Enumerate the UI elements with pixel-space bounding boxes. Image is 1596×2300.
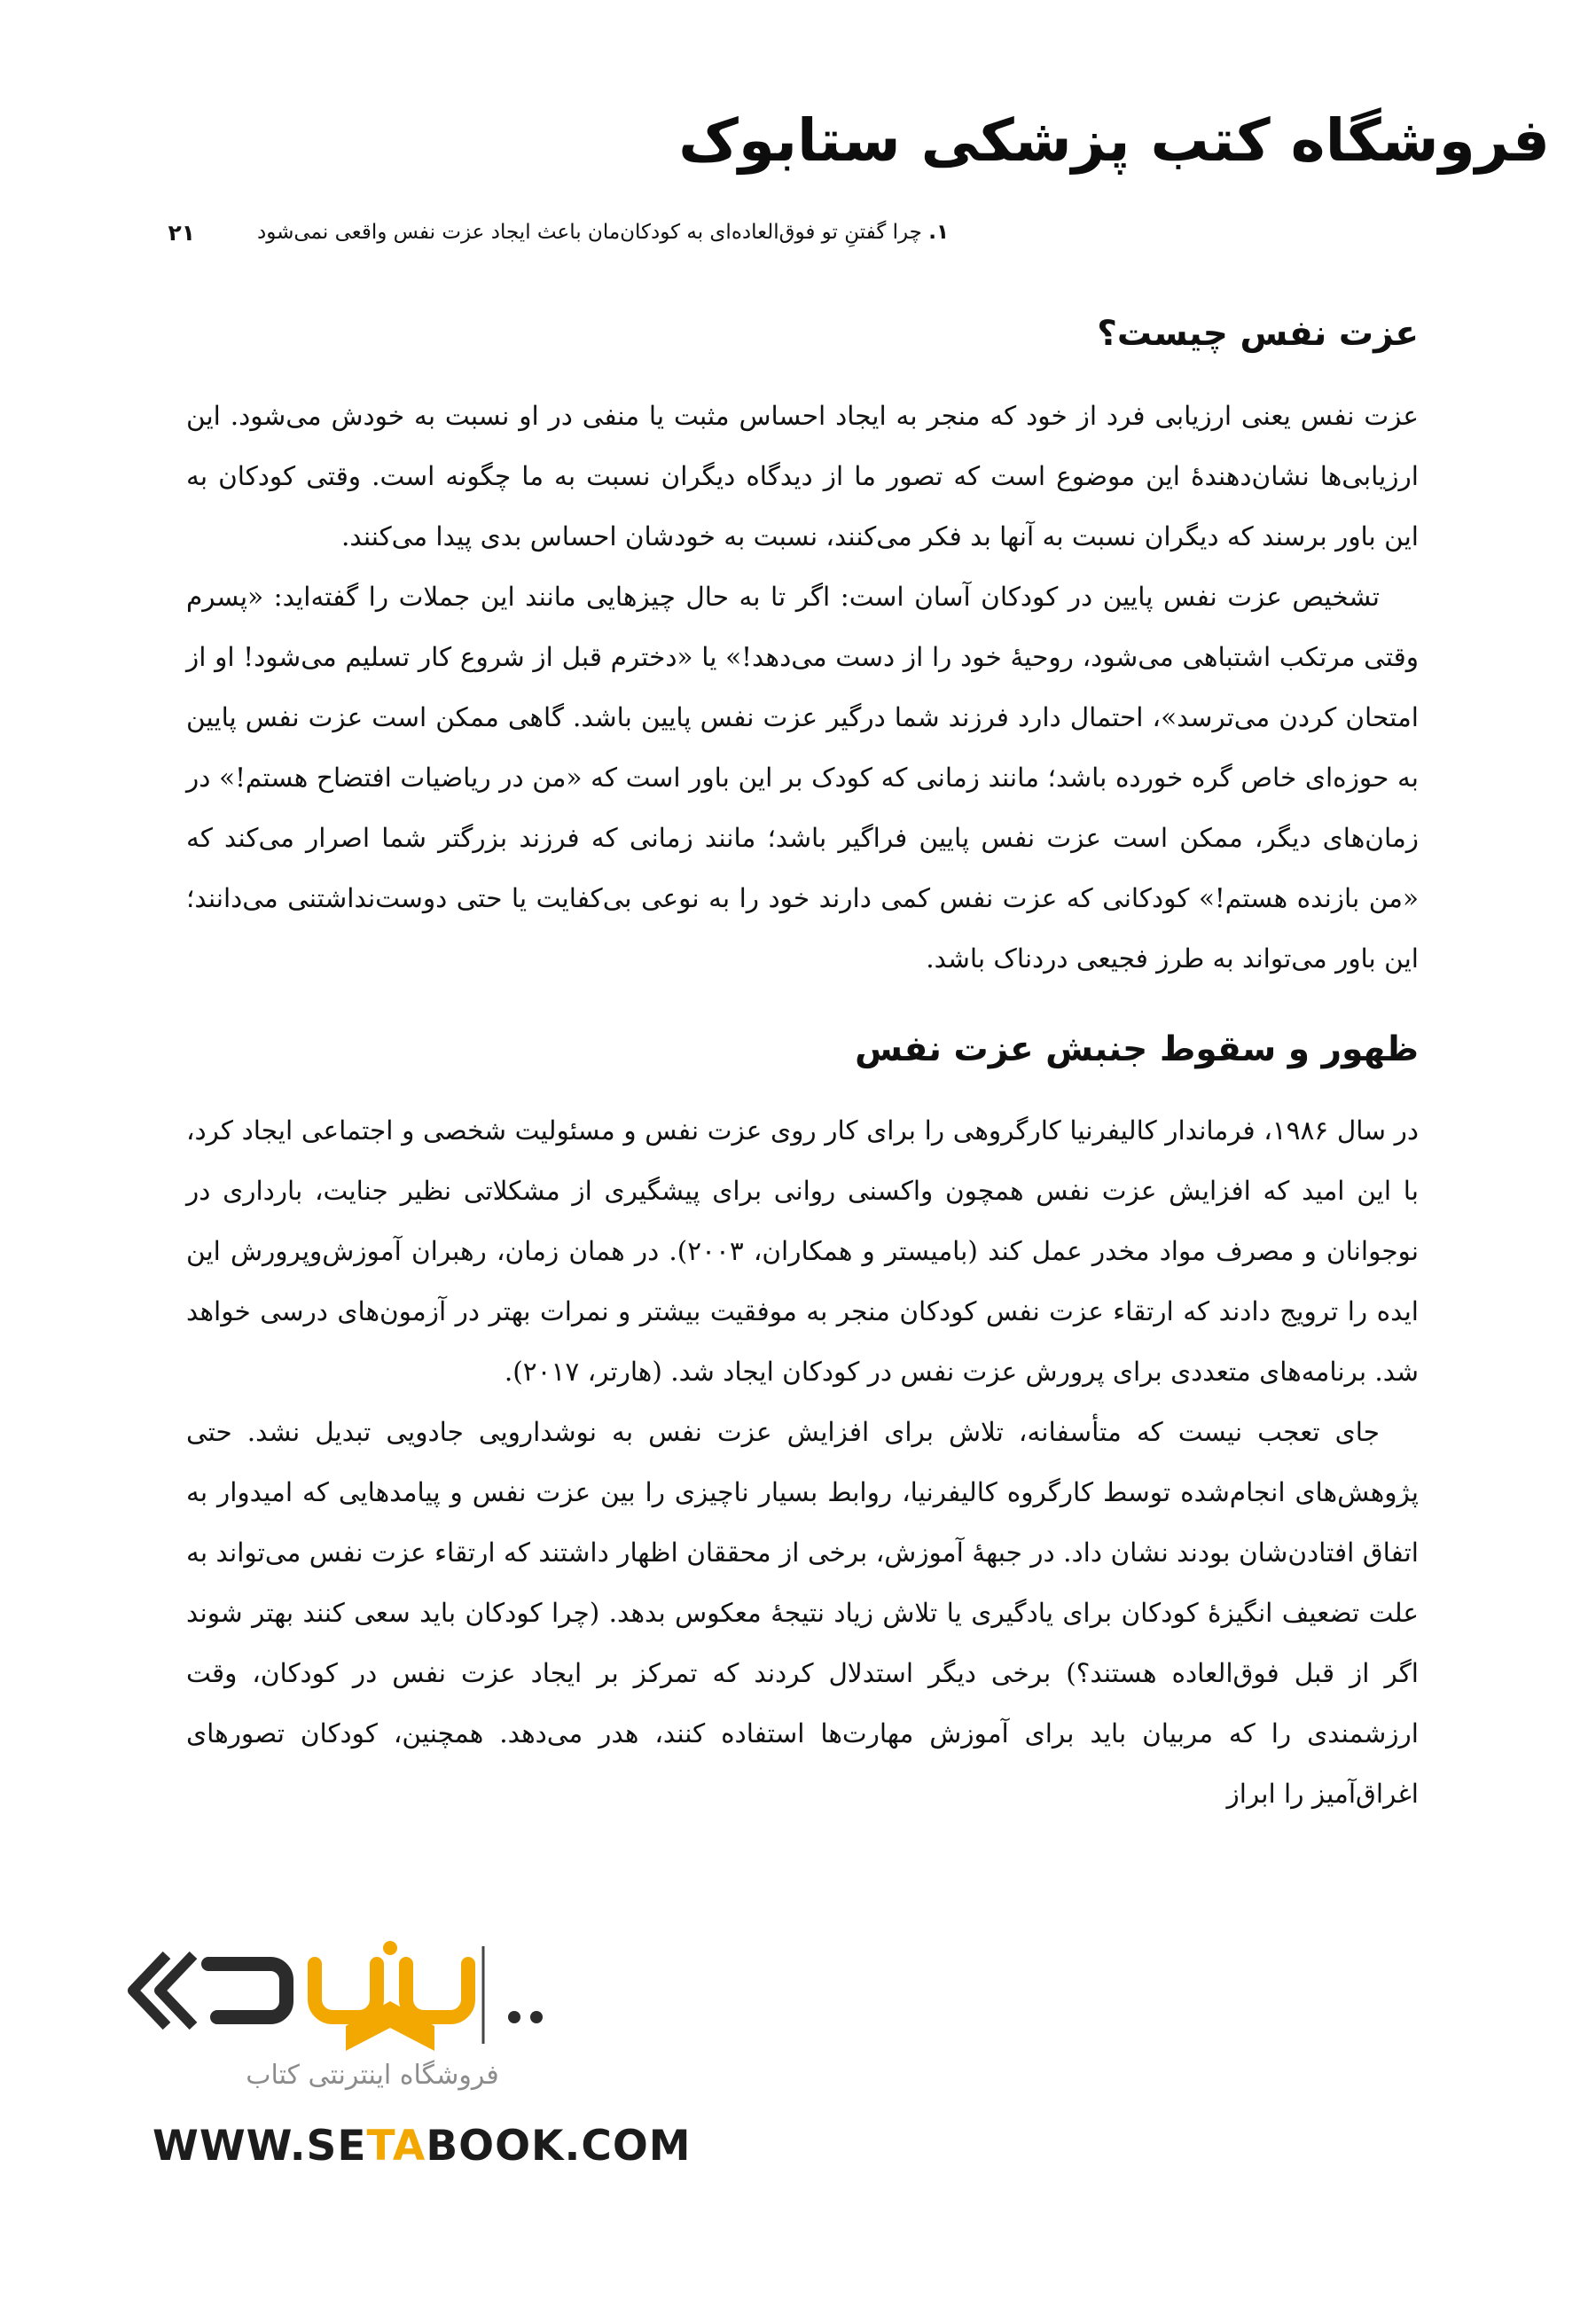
paragraph: تشخیص عزت نفس پایین در کودکان آسان است: اگر تا به حال چیزهایی مانند این جملات را گفته‌اید: «پسرم وقتی مرتکب اشتباهی می‌شود، روحیهٔ خود را از دست می‌دهد!» یا «دخترم قبل از شروع کار تسلیم می‌شود! او از امتحان کردن می‌ترسد»، احتمال دارد فرزند شما درگیر عزت نفس پایین باشد. گاهی ممکن است عزت نفس پایین به حوزه‌ای خاص گره خورده باشد؛ مانند زمانی که کودک بر این باور است که «من در ریاضیات افتضاح هستم!» در زمان‌های دیگر، ممکن است عزت نفس پایین فراگیر باشد؛ مانند زمانی که فرزند بزرگتر شما اصرار می‌کند که «من بازنده هستم!» کودکانی که عزت نفس کمی دارند خود را به نوعی بی‌کفایت یا حتی دوست‌نداشتنی می‌دانند؛ این باور می‌تواند به طرز فجیعی دردناک باشد. xyxy=(186,581,1419,974)
setabook-logo xyxy=(124,1937,700,2186)
paragraph: در سال ۱۹۸۶، فرماندار کالیفرنیا کارگروهی را برای کار روی عزت نفس و مسئولیت شخصی و اجتماعی ایجاد کرد، با این امید که افزایش عزت نفس همچون واکسنی روانی برای پیشگیری از مشکلاتی نظیر جنایت، بارداری در نوجوانان و مصرف مواد مخدر عمل کند (بامیستر و همکاران، ۲۰۰۳). در همان زمان، رهبران آموزش‌وپرورش این ایده را ترویج دادند که ارتقاء عزت نفس کودکان منجر به موفقیت بیشتر و نمرات بهتر در آزمون‌های درسی خواهد شد. برنامه‌های متعددی برای پرورش عزت نفس در کودکان ایجاد شد. (هارتر، ۲۰۱۷). xyxy=(186,1115,1420,1388)
watermark-title: فروشگاه کتب پزشکی ستابوک xyxy=(678,106,1550,175)
paragraph: جای تعجب نیست که متأسفانه، تلاش برای افزایش عزت نفس به نوشدارویی جادویی تبدیل نشد. حتی پژوهش‌های انجام‌شده توسط کارگروه کالیفرنیا، روابط بسیار ناچیزی را بین عزت نفس و پیامدهایی که امیدوار به اتفاق افتادن‌شان بودند نشان داد. در جبههٔ آموزش، برخی از محققان اظهار داشتند که ارتقاء عزت نفس می‌تواند به علت تضعیف انگیزهٔ کودکان برای یادگیری یا تلاش زیاد نتیجهٔ معکوس بدهد. (چرا کودکان باید سعی کنند بهتر شوند اگر از قبل فوق‌العاده هستند؟) برخی دیگر استدلال کردند که تمرکز بر ایجاد عزت نفس در کودکان، وقت ارزشمندی را که مربیان باید برای آموزش مهارت‌ها استفاده کنند، هدر می‌دهد. همچنین، کودکان تصورهای اغراق‌آمیز را ابراز xyxy=(186,1417,1419,1810)
logo-tagline: فروشگاه اینترنتی کتاب xyxy=(246,2060,499,2091)
section-heading: عزت نفس چیست؟ xyxy=(1097,314,1419,354)
paragraph: عزت نفس یعنی ارزیابی فرد از خود که منجر به ایجاد احساس مثبت یا منفی در او نسبت به خودش می‌شود. این ارزیابی‌ها نشان‌دهندهٔ این موضوع است که تصور ما از دیدگاه دیگران نسبت به ما چگونه است. وقتی کودکان به این باور برسند که دیگران نسبت به آنها بد فکر می‌کنند، نسبت به خودشان احساس بدی پیدا می‌کنند. xyxy=(186,400,1419,552)
section-heading: ظهور و سقوط جنبش عزت نفس xyxy=(855,1029,1419,1069)
logo-url-accent: TA xyxy=(366,2122,426,2171)
running-head-title xyxy=(257,221,949,244)
logo-url-part: WWW.SE xyxy=(153,2122,367,2171)
running-head xyxy=(168,215,949,250)
chapter-number: ۱. xyxy=(928,221,949,244)
page-body xyxy=(186,293,1419,1824)
logo-url xyxy=(153,2122,692,2171)
section xyxy=(186,1028,1419,1825)
logo-url-part: BOOK.COM xyxy=(426,2122,692,2171)
setabook-logo-icon xyxy=(124,1937,656,2070)
page-number: ۲۱ xyxy=(168,219,196,246)
chapter-title: چرا گفتنِ تو فوق‌العاده‌ای به کودکان‌مان باعث ایجاد عزت نفس واقعی نمی‌شود xyxy=(257,221,922,244)
